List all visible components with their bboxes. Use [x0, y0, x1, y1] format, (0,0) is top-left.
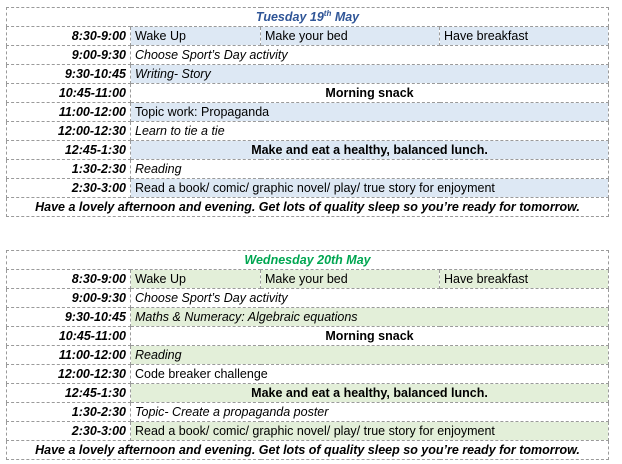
schedule-row: [7, 327, 609, 346]
tuesday-schedule-body: [7, 8, 609, 217]
time-slot: 9:00-9:30: [7, 46, 131, 65]
schedule-row: [7, 346, 609, 365]
activity: Reading: [131, 346, 609, 365]
schedule-row: [7, 289, 609, 308]
time-slot: 9:30-10:45: [7, 308, 131, 327]
schedule-row: [7, 103, 609, 122]
time-slot: 8:30-9:00: [7, 27, 131, 46]
footer-message: Have a lovely afternoon and evening. Get lots of quality sleep so you’re ready for tomorrow.: [7, 198, 609, 217]
day-title-ordinal: th: [323, 8, 332, 18]
activity: Read a book/ comic/ graphic novel/ play/ true story for enjoyment: [131, 179, 609, 198]
activity: Maths & Numeracy: Algebraic equations: [131, 308, 609, 327]
footer-message: Have a lovely afternoon and evening. Get lots of quality sleep so you’re ready for tomorrow.: [7, 441, 609, 460]
time-slot: 9:30-10:45: [7, 65, 131, 84]
schedule-row: [7, 65, 609, 84]
activity: Learn to tie a tie: [131, 122, 609, 141]
activity: Make and eat a healthy, balanced lunch.: [131, 384, 609, 403]
schedule-row: [7, 270, 609, 289]
day-title-text: Tuesday 19: [255, 9, 324, 24]
time-slot: 8:30-9:00: [7, 270, 131, 289]
activity: Make and eat a healthy, balanced lunch.: [131, 141, 609, 160]
activity: Choose Sport’s Day activity: [131, 289, 609, 308]
schedule-row: [7, 422, 609, 441]
schedule-row: [7, 179, 609, 198]
activity: Choose Sport’s Day activity: [131, 46, 609, 65]
wednesday-schedule-body: [7, 251, 609, 460]
schedule-row: [7, 141, 609, 160]
day-title-row: [7, 8, 609, 27]
activity-cell: Have breakfast: [440, 27, 609, 46]
day-title: [7, 251, 609, 270]
schedule-row: [7, 403, 609, 422]
tuesday-schedule-table: [6, 7, 609, 217]
wednesday-schedule-table: [6, 250, 609, 460]
schedule-row: [7, 384, 609, 403]
time-slot: 2:30-3:00: [7, 422, 131, 441]
schedule-row: [7, 84, 609, 103]
activity: Writing- Story: [131, 65, 609, 84]
time-slot: 11:00-12:00: [7, 103, 131, 122]
day-title-month: May: [331, 9, 360, 24]
footer-row: [7, 441, 609, 460]
time-slot: 11:00-12:00: [7, 346, 131, 365]
time-slot: 9:00-9:30: [7, 289, 131, 308]
time-slot: 12:45-1:30: [7, 141, 131, 160]
activity: Reading: [131, 160, 609, 179]
schedule-row: [7, 365, 609, 384]
schedule-row: [7, 160, 609, 179]
schedule-row: [7, 308, 609, 327]
time-slot: 10:45-11:00: [7, 327, 131, 346]
activity: Morning snack: [131, 327, 609, 346]
time-slot: 1:30-2:30: [7, 403, 131, 422]
activity: Morning snack: [131, 84, 609, 103]
activity: Code breaker challenge: [131, 365, 609, 384]
time-slot: 12:00-12:30: [7, 122, 131, 141]
time-slot: 10:45-11:00: [7, 84, 131, 103]
activity: Topic work: Propaganda: [131, 103, 609, 122]
time-slot: 1:30-2:30: [7, 160, 131, 179]
day-title-text: Wednesday 20th May: [244, 252, 371, 267]
footer-row: [7, 198, 609, 217]
activity-cell: Make your bed: [261, 27, 440, 46]
time-slot: 12:00-12:30: [7, 365, 131, 384]
day-title-row: [7, 251, 609, 270]
activity: Read a book/ comic/ graphic novel/ play/ true story for enjoyment: [131, 422, 609, 441]
schedule-row: [7, 122, 609, 141]
activity-cell: Make your bed: [261, 270, 440, 289]
activity: Topic- Create a propaganda poster: [131, 403, 609, 422]
activity-cell: Wake Up: [131, 270, 261, 289]
schedule-row: [7, 46, 609, 65]
schedule-row: [7, 27, 609, 46]
day-title: [7, 8, 609, 27]
time-slot: 12:45-1:30: [7, 384, 131, 403]
activity-cell: Have breakfast: [440, 270, 609, 289]
time-slot: 2:30-3:00: [7, 179, 131, 198]
activity-cell: Wake Up: [131, 27, 261, 46]
